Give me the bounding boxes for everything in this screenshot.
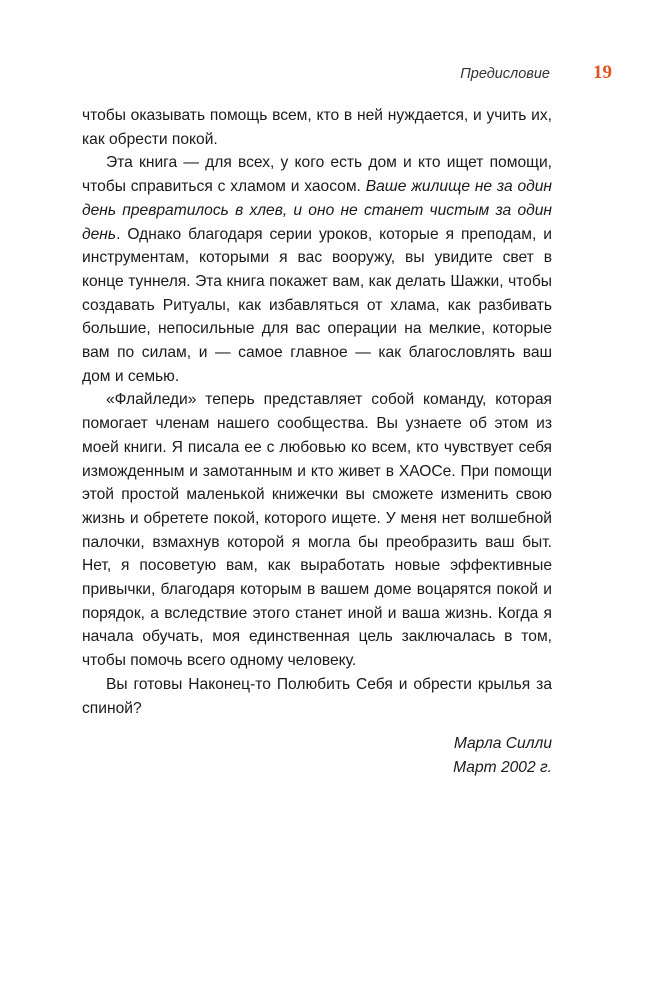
paragraph-2-italic: Ваше жилище не за один день превратилось в хлев, и оно не станет чистым за один день [82,178,552,243]
paragraph-3: «Флайледи» теперь представляет собой команду, которая помогает членам нашего сообщества. Вы узнаете об этом из моей книги. Я писала ее с любовью ко всем, кто чувствует себя изможденным и замотанным и кто живет в ХАОСе. При помощи этой простой маленькой книжечки вы сможете изменить свою жизнь и обретете покой, которого ищете. У меня нет волшебной палочки, взмахнув которой я могла бы преобразить ваш быт. Нет, я посоветую вам, как выработать новые эффективные привычки, благодаря которым в вашем доме воцарятся покой и порядок, а вследствие этого станет иной и ваша жизнь. Когда я начала обучать, моя единственная цель заключалась в том, чтобы помочь всего одному человеку. [82,391,552,670]
signature-date: Март 2002 г. [453,758,552,776]
body-text [82,104,552,780]
paragraph-1: чтобы оказывать помощь всем, кто в ней нуждается, и учить их, как обрести покой. [82,107,552,148]
paragraph-2-text-after: . Однако благодаря серии уроков, которые я преподам, и инструментам, которыми я вас вооружу, вы увидите свет в конце туннеля. Эта книга покажет вам, как делать Шажки, чтобы создавать Ритуалы, как избавляться от хлама, как разбивать большие, непосильные для вас операции на мелкие, которые вам по силам, и — самое главное — как благословлять ваш дом и семью. [82,225,552,385]
page-number: 19 [593,62,612,83]
signature [82,732,552,779]
paragraph-4: Вы готовы Наконец-то Полюбить Себя и обрести крылья за спиной? [82,675,552,717]
section-title: Предисловие [460,66,550,82]
running-header [82,62,612,88]
paragraph-2 [82,151,552,388]
signature-author: Марла Силли [453,735,552,753]
paragraph-2-text-before: Эта книга — для всех, у кого есть дом и кто ищет помощи, чтобы справиться с хламом и хаосом. [82,154,552,196]
